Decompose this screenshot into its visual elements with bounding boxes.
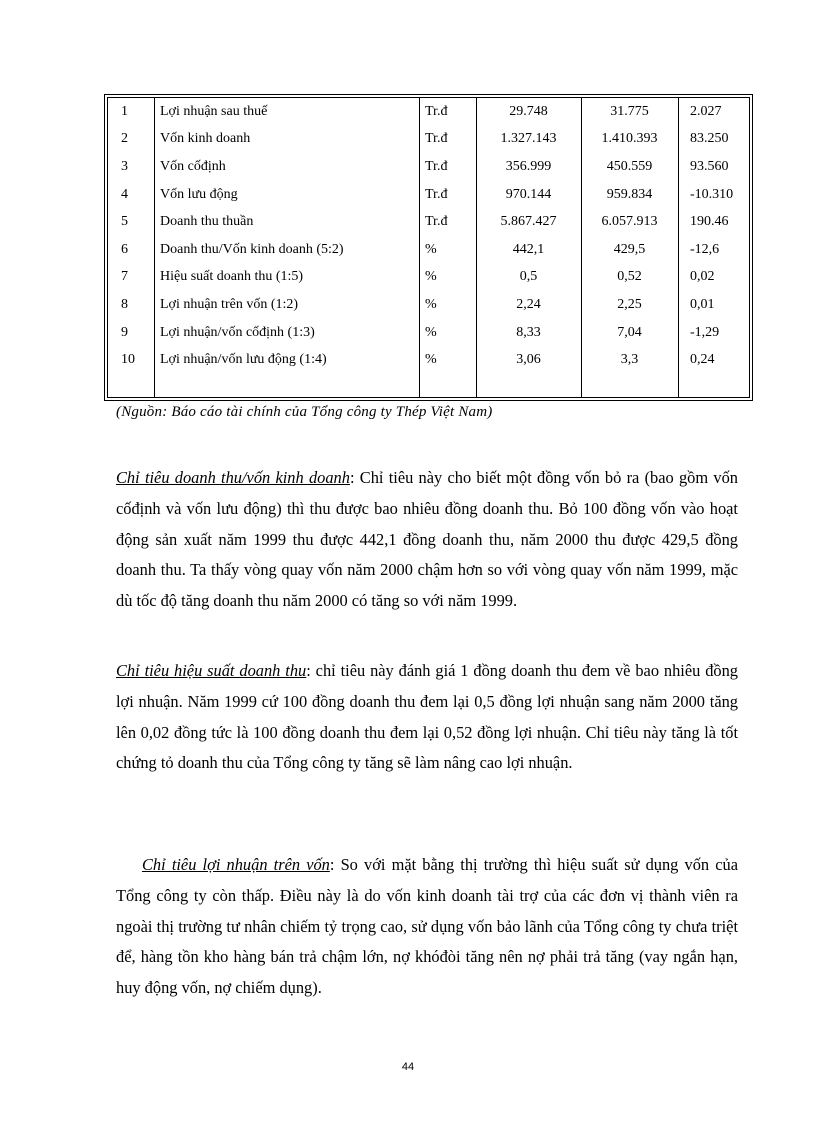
table-row [108, 346, 751, 374]
table-cell: 4 [121, 186, 128, 202]
table-cell: 5.867.427 [500, 214, 557, 230]
table-cell: 450.559 [606, 158, 653, 174]
table-cell: 3,06 [516, 352, 541, 368]
table-cell: 0,52 [617, 269, 642, 285]
table-cell: 31.775 [610, 103, 649, 119]
table-cell: 7 [121, 269, 128, 285]
table-row [108, 98, 751, 126]
table-cell: 83.250 [690, 131, 729, 147]
table-cell: -10.310 [690, 186, 734, 202]
table-cell: 3 [121, 158, 128, 174]
table-row [108, 126, 751, 154]
table-cell: 2 [121, 131, 128, 147]
table-cell: 8 [121, 296, 128, 312]
table-cell: 959.834 [606, 186, 653, 202]
page-number: 44 [401, 1061, 415, 1073]
table-cell: 0,24 [690, 352, 715, 368]
table-cell: % [425, 241, 437, 257]
paragraph-heading: Chỉ tiêu lợi nhuận trên vốn [142, 855, 330, 874]
table-row [108, 153, 751, 181]
table-cell: Tr.đ [425, 158, 448, 174]
paragraph-revenue-efficiency [116, 656, 738, 779]
table-cell: 2.027 [690, 103, 722, 119]
table-row [108, 291, 751, 319]
table-row [108, 264, 751, 292]
table-cell: 1.410.393 [601, 131, 658, 147]
financial-indicators-table [104, 94, 753, 401]
paragraph-heading: Chỉ tiêu doanh thu/vốn kinh doanh [116, 468, 350, 487]
table-cell: 970.144 [505, 186, 552, 202]
table-cell: Tr.đ [425, 186, 448, 202]
paragraph-revenue-capital [116, 463, 738, 617]
table-cell: -12,6 [690, 241, 720, 257]
paragraph-text: : chỉ tiêu này đánh giá 1 đồng doanh thu đem về bao nhiêu đồng lợi nhuận. Năm 1999 cứ 100 đồng doanh thu đem lại 0,5 đồng lợi nhuận sang năm 2000 tăng lên 0,02 đồng tức là 100 đồng doanh thu đem lại 0,52 đồng lợi nhuận. Chỉ tiêu này tăng là tốt chứng tỏ doanh thu của Tổng công ty tăng sẽ làm nâng cao lợi nhuận. [116, 661, 739, 773]
table-cell: 6.057.913 [601, 214, 658, 230]
table-cell: Lợi nhuận trên vốn (1:2) [160, 296, 299, 312]
table-cell: Tr.đ [425, 103, 448, 119]
table-cell: 6 [121, 241, 128, 257]
table-cell: Hiệu suất doanh thu (1:5) [160, 269, 304, 285]
table-cell: 93.560 [690, 158, 729, 174]
table-row [108, 236, 751, 264]
table-row [108, 208, 751, 236]
table-cell: 0,5 [519, 269, 538, 285]
table-cell: 0,02 [690, 269, 715, 285]
table-cell: Tr.đ [425, 131, 448, 147]
table-cell: 8,33 [516, 324, 541, 340]
table-cell: 10 [121, 352, 135, 368]
table-source-note: (Nguồn: Báo cáo tài chính của Tổng công ty Thép Việt Nam) [116, 404, 493, 420]
table-cell: Doanh thu/Vốn kinh doanh (5:2) [160, 241, 344, 257]
table-cell: Tr.đ [425, 214, 448, 230]
table-cell: 190.46 [690, 214, 729, 230]
table-cell: Lợi nhuận/vốn cốđịnh (1:3) [160, 324, 315, 340]
table-row [108, 319, 751, 347]
paragraph-profit-on-capital [116, 850, 738, 1004]
table-cell: Lợi nhuận sau thuế [160, 103, 268, 119]
table-cell: Vốn lưu động [160, 186, 238, 202]
table-cell: % [425, 269, 437, 285]
table-cell: Vốn kinh doanh [160, 131, 251, 147]
table-cell: 3,3 [620, 352, 639, 368]
table-cell: 2,25 [617, 296, 642, 312]
paragraph-heading: Chỉ tiêu hiệu suất doanh thu [116, 661, 307, 680]
table-cell: 1.327.143 [500, 131, 557, 147]
table-cell: 1 [121, 103, 128, 119]
table-cell: Doanh thu thuần [160, 214, 254, 230]
table-cell: 5 [121, 214, 128, 230]
table-cell: % [425, 352, 437, 368]
table-inner-border [107, 97, 750, 398]
table-body [108, 98, 751, 374]
table-cell: Vốn cốđịnh [160, 158, 226, 174]
table-row [108, 181, 751, 209]
table-cell: 2,24 [516, 296, 541, 312]
table-cell: % [425, 296, 437, 312]
table-cell: 356.999 [505, 158, 552, 174]
table-cell: -1,29 [690, 324, 720, 340]
table-cell: Lợi nhuận/vốn lưu động (1:4) [160, 352, 327, 368]
paragraph-text: : Chỉ tiêu này cho biết một đồng vốn bỏ ra (bao gồm vốn cốđịnh và vốn lưu động) thì thu được bao nhiêu đồng doanh thu. Bỏ 100 đồng vốn vào hoạt động sản xuất năm 1999 thu được 442,1 đồng doanh thu, năm 2000 thu được 429,5 đồng doanh thu. Ta thấy vòng quay vốn năm 2000 chậm hơn so với vòng quay vốn năm 1999, mặc dù tốc độ tăng doanh thu năm 2000 có tăng so với năm 1999. [116, 468, 738, 611]
table-cell: 0,01 [690, 296, 715, 312]
table-cell: 429,5 [613, 241, 646, 257]
table-cell: % [425, 324, 437, 340]
table-cell: 9 [121, 324, 128, 340]
table-cell: 7,04 [617, 324, 642, 340]
table-cell: 29.748 [509, 103, 548, 119]
table-cell: 442,1 [512, 241, 545, 257]
paragraph-text: : So với mặt bằng thị trường thì hiệu suất sử dụng vốn của Tổng công ty còn thấp. Điều này là do vốn kinh doanh tài trợ của các đơn vị thành viên ra ngoài thị trường tư nhân chiếm tỷ trọng cao, sử dụng vốn bảo lãnh của Tổng công ty chưa triệt để, hàng tồn kho hàng bán trả chậm lớn, nợ khóđòi tăng nên nợ phải trả tăng (vay ngắn hạn, huy động vốn, nợ chiếm dụng). [116, 855, 738, 998]
